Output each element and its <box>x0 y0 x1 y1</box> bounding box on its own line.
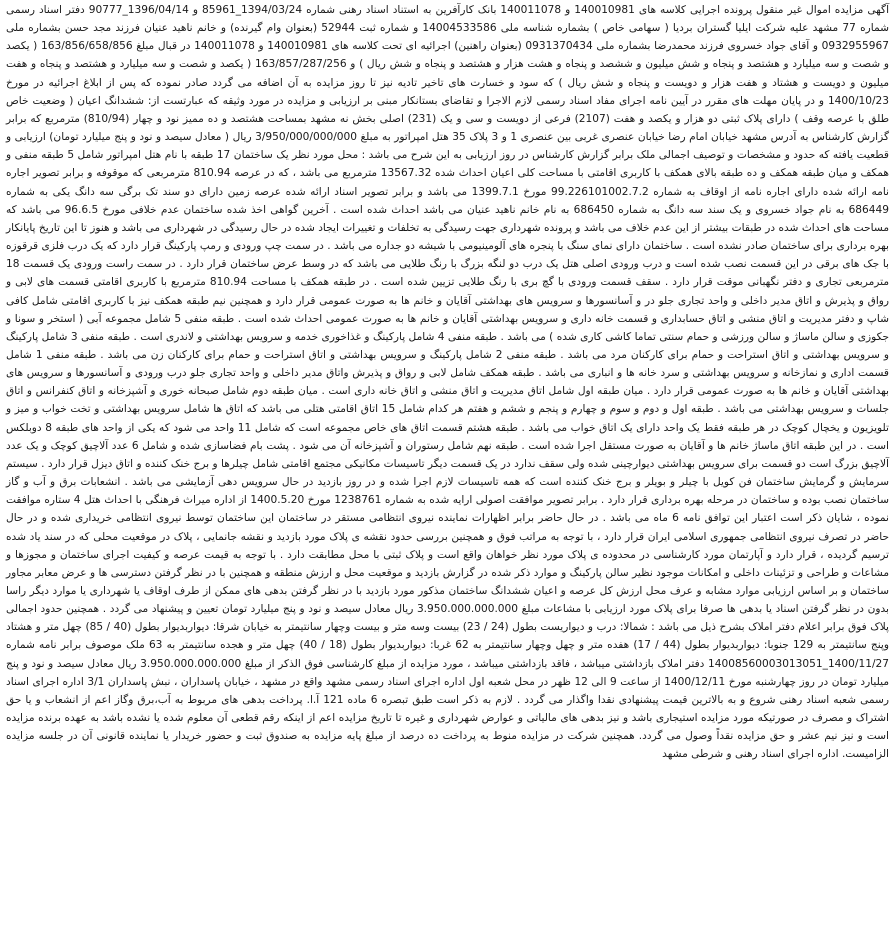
auction-notice-text: آگهی مزایده اموال غیر منقول پرونده اجرایی کلاسه های 140010981 و 140011078 بانک کارآفرین به استناد اسناد رهنی شماره 1394/03/24_85961 و 1396/04/14_90777 دفتر اسناد رسمی شماره 77 مشهد علیه شرکت ایلیا گستران بردیا ( سهامی خاص ) بشماره شناسه ملی 14004533586 و شماره ثبت 52944 (بعنوان وام گیرنده) و خانم ناهید عنیان فرزند مجد حسن بشماره ملی 0932955967 و آقای جواد خسروی فرزند محمدرضا بشماره ملی 0931370434 (بعنوان راهنین) اجرائیه ای تحت کلاسه های 140010981 و 140011078 در قبال مبلغ 163/856/658/856 ( یکصد و شصت و سه میلیارد و هشتصد و پنجاه و شش میلیون و ششصد و پنجاه و هشت هزار و هشتصد و پنجاه و شش ریال ) و 163/857/287/256 ( یکصد و شصت و سه میلیارد و هشتصد و پنجاه و هفت میلیون و دویست و هشتاد و هفت هزار و دویست و پنجاه و شش ریال ) که سود و خسارت های تاخیر تادیه نیز تا روز مزایده به آن اضافه می گردد صادر نموده که پس از ابلاغ اجرائیه در مورخ 1400/10/23 و در پایان مهلت های مقرر در آیین نامه اجرای مفاد اسناد رسمی لازم الاجرا و تقاضای بستانکار مبنی بر ارزیابی و مزایده در مورد وثیقه که عبارتست از: ششدانگ اعیان ( وضعیت خاص طلق با عرصه وقف ) دارای پلاک ثبتی دو هزار و یکصد و هفت (2107) فرعی از دویست و سی و یک (231) اصلی بخش نه مشهد بمساحت هشتصد و ده ممیز نود و چهار (810/94) مترمربع که برابر گزارش کارشناس به آدرس مشهد خیابان امام رضا خیابان عنصری غربی بین عنصری 1 و 3 پلاک 35 هتل امپراتور به مبلغ 3/950/000/000/000 ریال ( معادل سیصد و نود و پنج میلیارد تومان) ارزیابی و قطعیت یافته که حدود و مشخصات و توصیف اجمالی ملک برابر گزارش کارشناس در روز ارزیابی به این شرح می باشد : محل مورد نظر یک ساختمان 17 طبقه با نام هتل امپراتور شامل 5 طبقه منفی و همکف و میان طبقه همکف و ده طبقه بالای همکف با کاربری اقامتی با مساحت کلی اعیان احداث شده 13567.32 مترمربع می باشد ، که در عرصه 810.94 مترمربعی که موقوفه و برابر تصویر اجاره نامه ارائه شده دارای اجاره نامه از اوقاف به شماره 99.226101002.7.2 مورخ 1399.7.1 می باشد و برابر تصویر اسناد ارائه شده عرصه زمین دارای دو سند تک برگی سه دانگ یکی به شماره 686449 به نام جواد خسروی و یک سند سه دانگ به شماره 686450 به نام خانم ناهید عنیان می باشد احداث شده است . آخرین گواهی اخذ شده ساختمان عدم خلافی مورخ 96.6.5 می باشد که مساحت های احداث شده در طبقات بیشتر از این عدم خلاف می باشد و پرونده شهرداری جهت رسیدگی به تخلفات و تغییرات ایجاد شده در حال رسیدگی در شهرداری می باشد و هنوز تا این تاریخ پایانکار بهره برداری برای ساختمان صادر نشده است . ساختمان دارای نمای سنگ با پنجره های آلومینیومی با شیشه دو جداره می باشد . در سمت چپ ورودی و رمپ پارکینگ قرار دارد که یک درب فلزی قرقوزه با جک های برقی در این قسمت نصب شده است و درب ورودی اصلی هتل یک درب دو لنگه بزرگ با رنگ طلایی می باشد که در وسط عرض ساختمان قرار دارد . در سمت راست ورودی یک قسمت 18 مترمربعی تجاری و دفتر نگهبانی موقت قرار دارد . سقف قسمت ورودی با گچ بری با رنگ طلایی تزیین شده است . در طبقه همکف با مساحت 810.94 مترمربع با کاربری اقامتی قسمت های لابی و رواق و پذیرش و اتاق مدیر داخلی و واحد تجاری جلو در و آسانسورها و سرویس های بهداشتی آقایان و خانم ها به صورت عمومی قرار دارد و همچنین نیم طبقه همکف نیز با کاربری اقامتی شامل کافی شاپ و دفتر مدیریت و اتاق منشی و اتاق حسابداری و قسمت خانه داری و سرویس بهداشتی آقایان و خانم ها به صورت عمومی احداث شده است . طبقه منفی 5 شامل مجموعه آبی ( استخر و سونا و جکوزی و سالن ماساژ و سالن ورزشی و حمام سنتی تماما کاشی کاری شده ) می باشد . طبقه منفی 4 شامل پارکینگ و غذاخوری خدمه و سرویس بهداشتی و لاندری است . طبقه منفی 3 شامل پارکینگ و سرویس بهداشتی و اتاق استراحت و حمام برای کارکنان مرد می باشد . طبقه منفی 2 شامل پارکینگ و سرویس بهداشتی و اتاق استراحت و حمام برای کارکنان زن می باشد . طبقه منفی 1 شامل قسمت اداری و نمازخانه و سرویس بهداشتی و سرد خانه ها و انباری می باشد . طبقه همکف شامل لابی و رواق و پذیرش واتاق مدیر داخلی و واحد تجاری جلو درب ورودی و آسانسورها و سرویس های بهداشتی آقایان و خانم ها به صورت عمومی قرار دارد . میان طبقه اول شامل اتاق مدیریت و اتاق منشی و اتاق خانه داری است . میان طبقه دوم شامل صبحانه خوری و آشپزخانه و اتاق کنفرانس و اتاق جلسات و سرویس بهداشتی می باشد . طبقه اول و دوم و سوم و چهارم و پنجم و ششم و هفتم هر کدام شامل 15 اتاق اقامتی هتلی می باشد که اتاق ها شامل سرویس بهداشتی و تخت خواب و میز و تلویزیون و یخچال کوچک در هر طبقه فقط یک واحد دارای یک اتاق خواب می باشد . طبقه هشتم قسمت اتاق های خاص مجموعه است که شامل 11 واحد می شود که یکی از واحد های طبقه 8 دوبلکس است . در این طبقه اتاق ماساژ خانم ها و آقایان به صورت مستقل اجرا شده است . طبقه نهم شامل رستوران و آشپزخانه آن می شود . پشت بام فضاسازی شده و شامل 6 عدد آلاچیق کوچک و یک عدد آلاچیق بزرگ است دو قسمت برای سرویس بهداشتی دیوارچینی شده ولی سقف ندارد در یک قسمت دیگر تاسیسات مکانیکی مجتمع اقامتی شامل چیلرها و برج خنک کننده و اتاق دیزل قرار دارد . سیستم سرمایش و گرمایش ساختمان فن کویل با چیلر و بویلر و برج خنک کننده است که همه تاسیسات لازم اجرا شده و در روز بازدید در حال سرویس دهی آزمایشی می باشد . انشعابات برق و آب و گاز ساختمان نصب بوده و ساختمان در مرحله بهره برداری قرار دارد . برابر تصویر موافقت اصولی ارایه شده به شماره 1238761 مورخ 1400.5.20 از اداره میراث فرهنگی با احداث هتل 4 ستاره موافقت نموده ، شایان ذکر است اعتبار این توافق نامه 6 ماه می باشد . در حال حاضر برابر اظهارات نماینده نیروی انتظامی مستقر در ساختمان این ساختمان توسط نیروی انتظامی خریداری شده و در حال حاضر در تصرف نیروی انتظامی جمهوری اسلامی ایران قرار دارد ، با توجه به مراتب فوق و همچنین بررسی حدود نقشه ی پلاک مورد بازدید و نقشه جانمایی ، پلاک در موقعیت محلی که در سند یاد شده ترسیم گردیده ، قرار دارد و آپارتمان مورد کارشناسی در محدوده ی پلاک مورد نظر خواهان واقع است و پلاک ثبتی با محل مطابقت دارد . با توجه به قیمت عرصه و کیفیت اجرای ساختمان و مجوزها و مشاعات و طراحی و تزئینات داخلی و امکانات موجود نظیر سالن پارکینگ و موارد ذکر شده در گزارش بازدید و موقعیت محل و ارزش منطقه و همچنین با در نظر گرفتن دسترسی ها و عرض معابر مجاور ساختمان و بر اساس ارزیابی موارد مشابه و عرف محل ارزش کل عرصه و اعیان ششدانگ ساختمان مذکور مورد بازدید با در نظر گرفتن بدهی های ممکن از طرف اوقاف یا شهرداری یا موارد دیگر راسا بدون در نظر گرفتن اسناد یا بدهی ها صرفا برای پلاک مورد ارزیابی با مشاعات مبلغ 3.950.000.000.000 ریال معادل سیصد و نود و پنج میلیارد تومان تعیین و پیشنهاد می گردد . همچنین حدود اجمالی پلاک فوق برابر اعلام دفتر املاک بشرح ذیل می باشد : شمالا: درب و دیواریست بطول (24 / 23) بیست وسه متر و بیست وچهار سانتیمتر به خیابان شرقا: دیواربدیوار بطول (40 / 85) چهل متر و هشتاد وپنج سانتیمتر به 129 جنوبا: دیواربدیوار بطول (44 / 17) هفده متر و چهل وچهار سانتیمتر به 62 غربا: دیواربدیوار بطول (18 / 40) چهل متر و هجده سانتیمتر به 63 ملک موصوف برابر نامه شماره 1400/11/27_14008560003013051 دفتر املاک بازداشتی میباشد ، فاقد بازداشتی میباشد ، مورد مزایده از مبلغ کارشناسی فوق الذکر از مبلغ 3.950.000.000.000 ریال معادل سیصد و نود و پنج میلیارد تومان در روز چهارشنبه مورخ 1400/12/11 از ساعت 9 الی 12 ظهر در محل شعبه اول اداره اجرای اسناد رسمی مشهد واقع در مشهد ، خیابان پاسداران ، نبش پاسداران 3/1 اداره اجرای اسناد رسمی شعبه اسناد رهنی شروع و به بالاترین قیمت پیشنهادی نقدا واگذار می گردد . لازم به ذکر است طبق تبصره 6 ماده 121 آ.ا. پرداخت بدهی های مربوط به آب،برق وگاز اعم از انشعاب و یا حق اشتراک و مصرف در صورتیکه مورد مزایده استیجاری باشد و نیز بدهی های مالیاتی و عوارض شهرداری و غیره تا تاریخ مزایده اعم از اینکه رقم قطعی آن معلوم شده یا نشده باشد به عهده برنده مزایده است و نیز نیم عشر و حق مزایده نقداً وصول می گردد. همچنین شرکت در مزایده منوط به پرداخت ده درصد از مبلغ پایه مزایده به صندوق ثبت و حضور خریدار یا نماینده قانونی آن در جلسه مزایده الزامیست. اداره اجرای اسناد رهنی و شرطی مشهد <box>6 4 890 761</box>
